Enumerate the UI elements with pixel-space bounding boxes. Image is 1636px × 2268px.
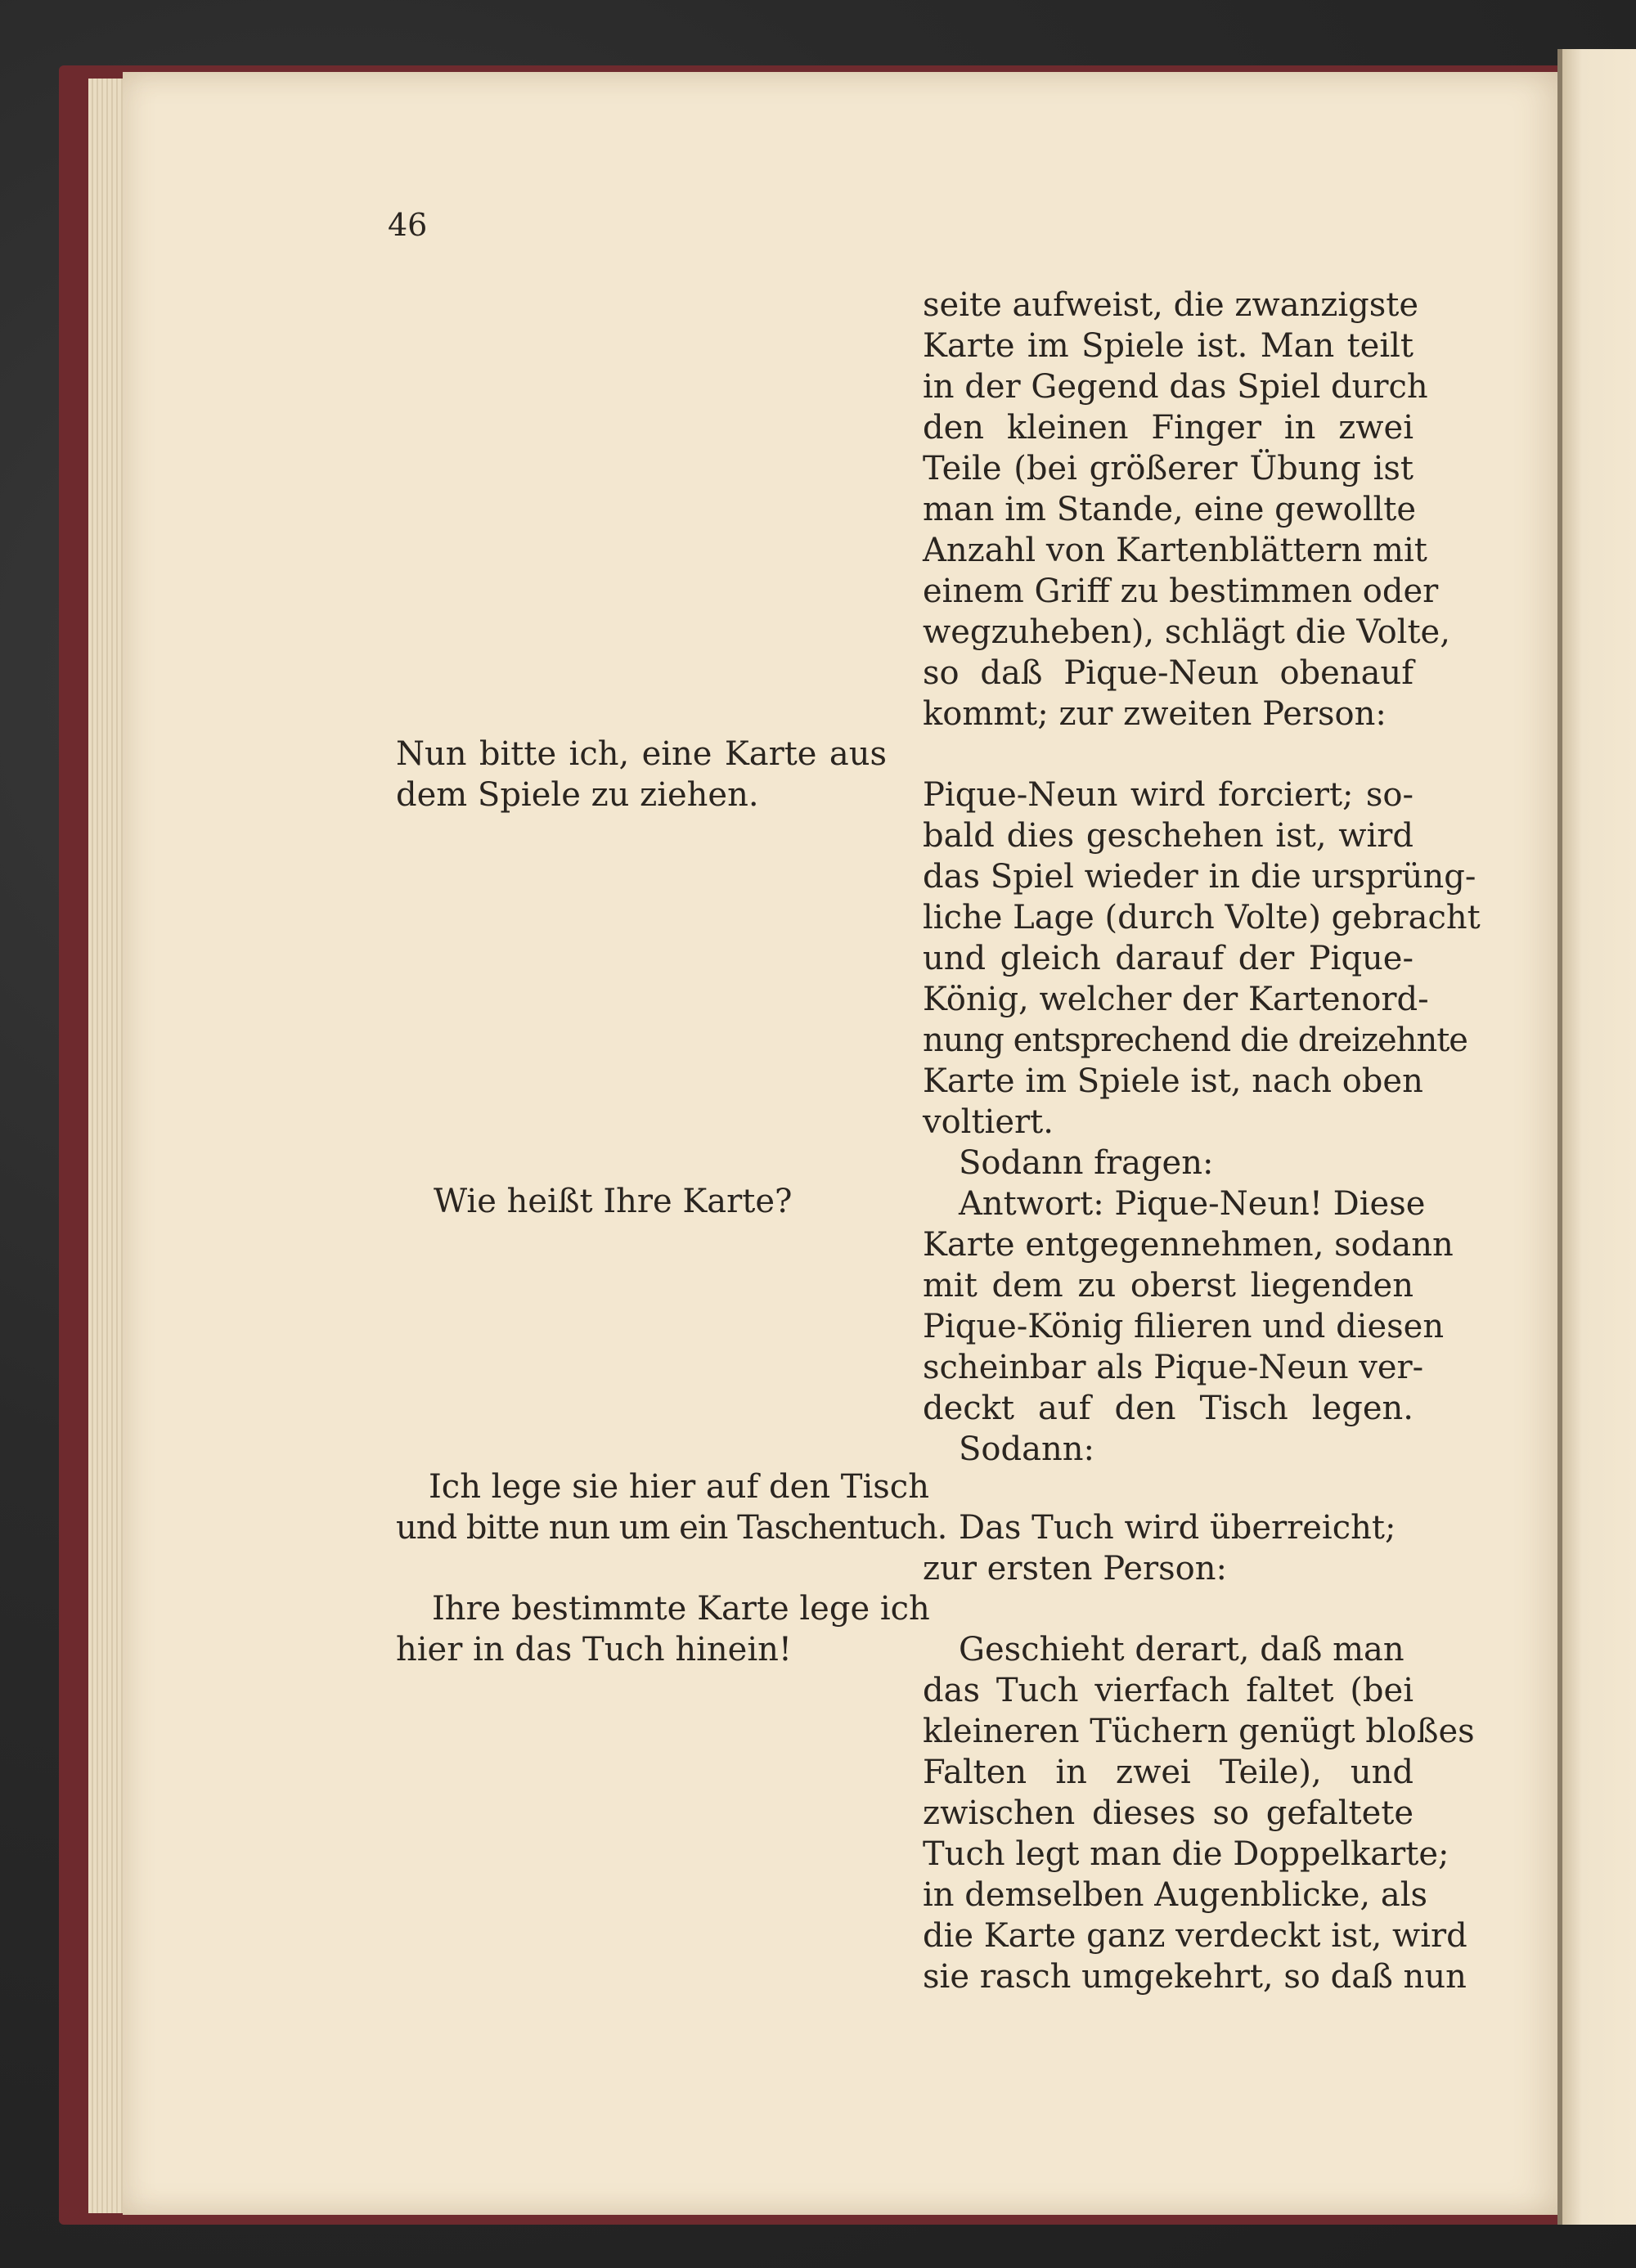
right-column-2 [923, 775, 1481, 1470]
text-line: und gleich darauf der Pique- [923, 940, 1414, 977]
right-column [923, 285, 1450, 734]
text-line: dem Spiele zu ziehen. [396, 776, 759, 814]
text-line: und bitte nun um ein Taschentuch. [396, 1509, 947, 1547]
text-line: in der Gegend das Spiel durch [923, 368, 1428, 406]
text-line: Anzahl von Kartenblättern mit [923, 532, 1427, 569]
left-block-ich [396, 1466, 947, 1548]
text-line: so daß Pique-Neun obenauf [923, 654, 1414, 692]
facing-page-edge [1559, 49, 1636, 2225]
text-line: Pique-König filieren und diesen [923, 1308, 1445, 1345]
text-line: nung entsprechend die dreizehnte [923, 1022, 1467, 1059]
text-line: das Tuch vierfach faltet (bei [923, 1672, 1414, 1709]
text-line: Das Tuch wird überreicht; [959, 1509, 1396, 1547]
text-line: seite aufweist, die zwanzigste [923, 286, 1419, 324]
text-line: Sodann: [959, 1430, 1094, 1468]
text-line: bald dies geschehen ist, wird [923, 817, 1414, 855]
page-number: 46 [388, 207, 428, 243]
text-line: man im Stande, eine gewollte [923, 491, 1417, 528]
text-line: kleineren Tüchern genügt bloßes [923, 1713, 1475, 1750]
left-block-wie [434, 1181, 924, 1222]
text-line: hier in das Tuch hinein! [396, 1631, 792, 1668]
text-line: scheinbar als Pique-Neun ver- [923, 1349, 1424, 1386]
text-line: Karte entgegennehmen, sodann [923, 1226, 1454, 1264]
text-line: den kleinen Finger in zwei [923, 409, 1414, 447]
text-line: Antwort: Pique-Neun! Diese [959, 1185, 1426, 1223]
text-line: zur ersten Person: [923, 1550, 1227, 1588]
text-line: kommt; zur zweiten Person: [923, 695, 1387, 733]
right-column-4 [923, 1629, 1475, 1997]
text-line: Falten in zwei Teile), und [923, 1754, 1414, 1791]
text-line: Tuch legt man die Doppelkarte; [923, 1835, 1449, 1873]
text-line: Geschieht derart, daß man [959, 1631, 1405, 1668]
text-line: voltiert. [923, 1103, 1054, 1141]
text-line: einem Griff zu bestimmen oder [923, 573, 1439, 610]
text-line: Pique-Neun wird forciert; so- [923, 776, 1414, 814]
text-line: das Spiel wieder in die ursprüng- [923, 858, 1476, 896]
text-line: Karte im Spiele ist, nach oben [923, 1062, 1423, 1100]
text-line: wegzuheben), schlägt die Volte, [923, 613, 1450, 651]
text-line: Teile (bei größerer Übung ist [923, 450, 1414, 487]
text-line: zwischen dieses so gefaltete [923, 1794, 1414, 1832]
text-line: liche Lage (durch Volte) gebracht [923, 899, 1481, 936]
text-line: mit dem zu oberst liegenden [923, 1267, 1414, 1305]
text-line: deckt auf den Tisch legen. [923, 1390, 1414, 1427]
left-block-ihre [396, 1588, 930, 1670]
text-line: in demselben Augenblicke, als [923, 1876, 1428, 1914]
left-block-nun [396, 734, 887, 815]
right-column-3 [923, 1507, 1414, 1589]
text-line: König, welcher der Kartenord- [923, 981, 1429, 1018]
text-line: Sodann fragen: [959, 1144, 1214, 1182]
text-line: Nun bitte ich, eine Karte aus [396, 735, 887, 773]
text-line: Wie heißt Ihre Karte? [434, 1183, 793, 1220]
text-line: Ich lege sie hier auf den Tisch [429, 1468, 929, 1506]
gutter [1557, 49, 1562, 2225]
text-line: Ihre bestimmte Karte lege ich [432, 1590, 930, 1628]
text-line: die Karte ganz verdeckt ist, wird [923, 1917, 1467, 1955]
text-line: Karte im Spiele ist. Man teilt [923, 327, 1414, 365]
text-line: sie rasch umgekehrt, so daß nun [923, 1958, 1467, 1996]
